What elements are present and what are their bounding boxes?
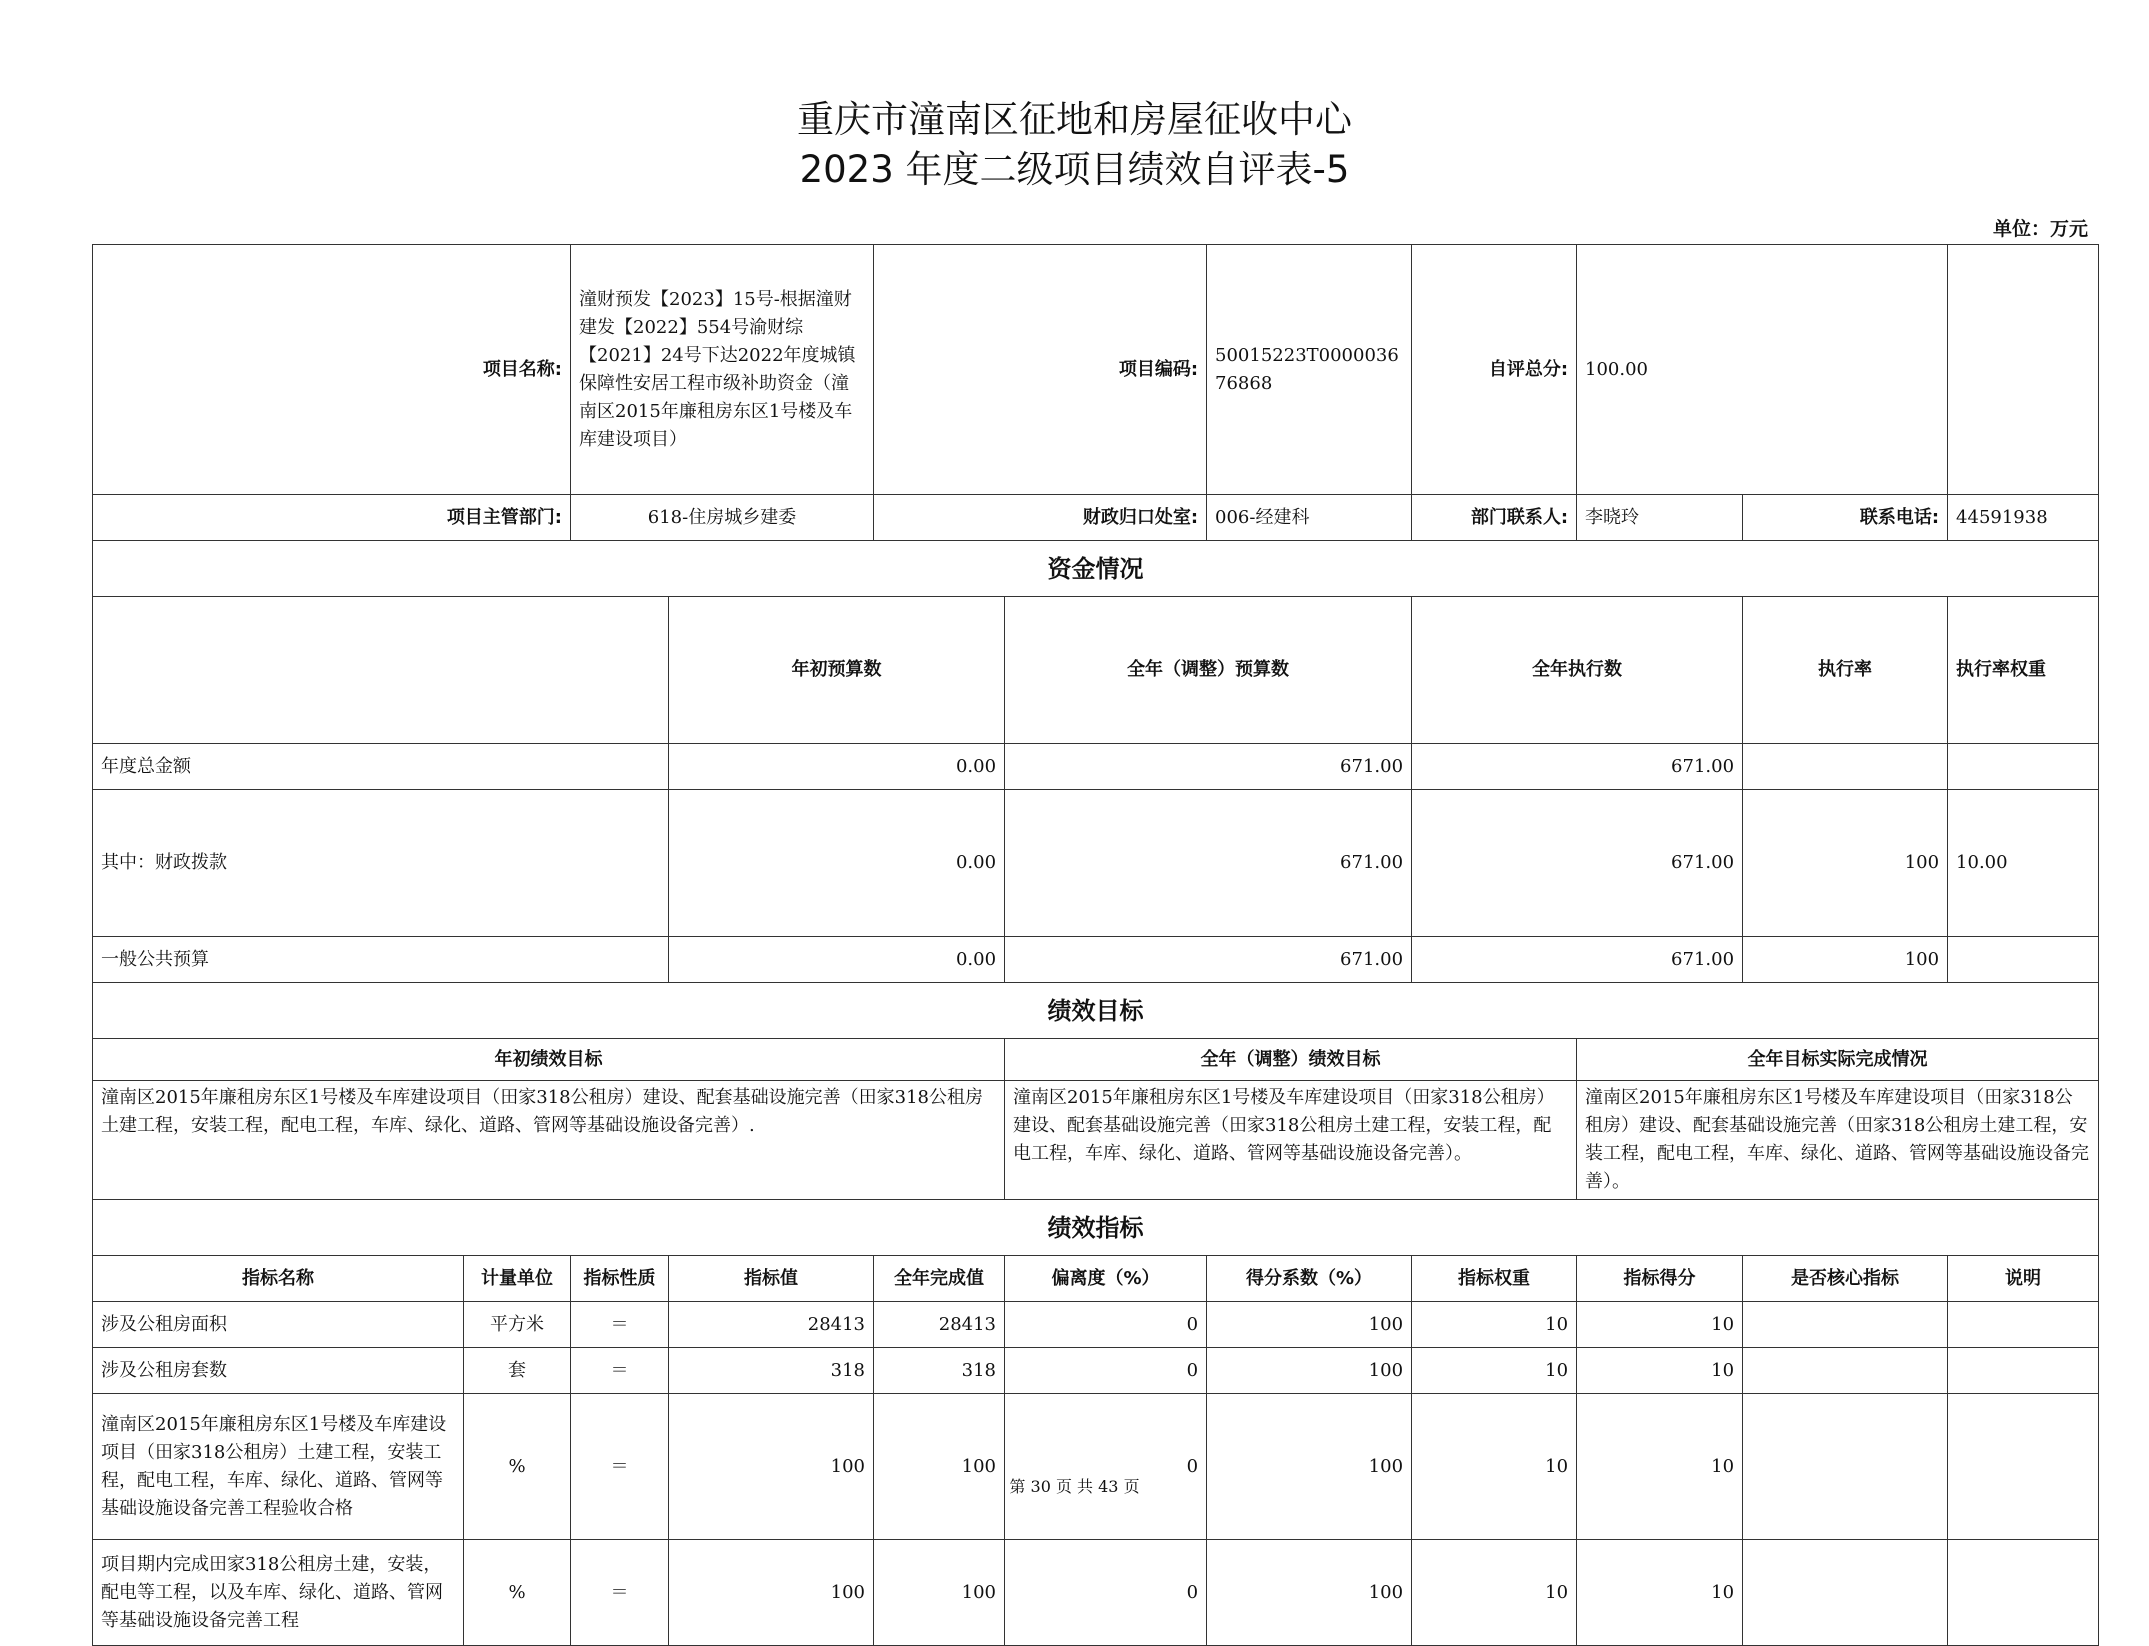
funds-header-initial: 年初预算数 <box>669 597 1005 744</box>
funds-row-rate: 100 <box>1743 937 1948 983</box>
ind-weight: 10 <box>1412 1540 1577 1646</box>
contact-value: 李晓玲 <box>1577 495 1743 541</box>
indicator-row <box>93 1302 2099 1348</box>
goals-header-adjusted: 全年（调整）绩效目标 <box>1005 1039 1577 1081</box>
project-name-label: 项目名称: <box>93 245 571 495</box>
ind-deviation: 0 <box>1005 1302 1207 1348</box>
goals-section-title: 绩效目标 <box>93 983 2099 1039</box>
ind-actual: 100 <box>874 1540 1005 1646</box>
funds-row <box>93 937 2099 983</box>
phone-value: 44591938 <box>1948 495 2099 541</box>
ind-header-name: 指标名称 <box>93 1256 464 1302</box>
ind-actual: 28413 <box>874 1302 1005 1348</box>
funds-row-weight <box>1948 744 2099 790</box>
ind-note <box>1948 1540 2099 1646</box>
funds-row-executed: 671.00 <box>1412 790 1743 937</box>
ind-score: 10 <box>1577 1540 1743 1646</box>
funds-header-executed: 全年执行数 <box>1412 597 1743 744</box>
project-code-value: 50015223T000003676868 <box>1207 245 1412 495</box>
ind-nature: ＝ <box>571 1394 669 1540</box>
ind-core <box>1743 1394 1948 1540</box>
ind-target: 28413 <box>669 1302 874 1348</box>
contact-label: 部门联系人: <box>1412 495 1577 541</box>
goals-header-row <box>93 1039 2099 1081</box>
ind-coef: 100 <box>1207 1540 1412 1646</box>
goals-initial-text: 潼南区2015年廉租房东区1号楼及车库建设项目（田家318公租房）建设、配套基础设施完善（田家318公租房土建工程，安装工程，配电工程，车库、绿化、道路、管网等基础设施设备完善）. <box>93 1081 1005 1200</box>
ind-name: 项目期内完成田家318公租房土建，安装，配电等工程，以及车库、绿化、道路、管网等基础设施设备完善工程 <box>93 1540 464 1646</box>
funds-row-name: 一般公共预算 <box>93 937 669 983</box>
ind-nature: ＝ <box>571 1540 669 1646</box>
goals-adjusted-text: 潼南区2015年廉租房东区1号楼及车库建设项目（田家318公租房）建设、配套基础设施完善（田家318公租房土建工程，安装工程，配电工程，车库、绿化、道路、管网等基础设施设备完善）。 <box>1005 1081 1577 1200</box>
ind-core <box>1743 1348 1948 1394</box>
evaluation-table <box>92 244 2099 1646</box>
ind-coef: 100 <box>1207 1348 1412 1394</box>
ind-name: 潼南区2015年廉租房东区1号楼及车库建设项目（田家318公租房）土建工程，安装工程，配电工程，车库、绿化、道路、管网等基础设施设备完善工程验收合格 <box>93 1394 464 1540</box>
funds-header-weight: 执行率权重 <box>1948 597 2099 744</box>
page-title: 重庆市潼南区征地和房屋征收中心 <box>797 98 1352 141</box>
ind-weight: 10 <box>1412 1348 1577 1394</box>
ind-target: 100 <box>669 1540 874 1646</box>
funds-row-weight: 10.00 <box>1948 790 2099 937</box>
ind-unit: % <box>464 1394 571 1540</box>
indicators-header-row <box>93 1256 2099 1302</box>
ind-note <box>1948 1348 2099 1394</box>
ind-score: 10 <box>1577 1302 1743 1348</box>
funds-row-adjusted: 671.00 <box>1005 744 1412 790</box>
ind-unit: % <box>464 1540 571 1646</box>
ind-unit: 平方米 <box>464 1302 571 1348</box>
funds-header-name <box>93 597 669 744</box>
score-label: 自评总分: <box>1412 245 1577 495</box>
funds-row-adjusted: 671.00 <box>1005 937 1412 983</box>
ind-weight: 10 <box>1412 1302 1577 1348</box>
ind-header-weight: 指标权重 <box>1412 1256 1577 1302</box>
ind-weight: 10 <box>1412 1394 1577 1540</box>
page-footer: 第 30 页 共 43 页 <box>1009 1477 1140 1496</box>
funds-row-executed: 671.00 <box>1412 937 1743 983</box>
ind-core <box>1743 1540 1948 1646</box>
ind-header-score: 指标得分 <box>1577 1256 1743 1302</box>
ind-header-note: 说明 <box>1948 1256 2099 1302</box>
funds-row-initial: 0.00 <box>669 937 1005 983</box>
dept-label: 项目主管部门: <box>93 495 571 541</box>
ind-target: 100 <box>669 1394 874 1540</box>
indicators-section-title: 绩效指标 <box>93 1200 2099 1256</box>
ind-actual: 100 <box>874 1394 1005 1540</box>
ind-note <box>1948 1394 2099 1540</box>
funds-row <box>93 744 2099 790</box>
ind-coef: 100 <box>1207 1302 1412 1348</box>
unit-label: 单位：万元 <box>1992 218 2088 240</box>
ind-header-coef: 得分系数（%） <box>1207 1256 1412 1302</box>
phone-label: 联系电话: <box>1743 495 1948 541</box>
ind-deviation: 0 <box>1005 1394 1207 1540</box>
finance-value: 006-经建科 <box>1207 495 1412 541</box>
goals-content-row <box>93 1081 2099 1200</box>
dept-value: 618-住房城乡建委 <box>571 495 874 541</box>
goals-section-row <box>93 983 2099 1039</box>
indicator-row <box>93 1394 2099 1540</box>
ind-actual: 318 <box>874 1348 1005 1394</box>
ind-header-deviation: 偏离度（%） <box>1005 1256 1207 1302</box>
goals-actual-text: 潼南区2015年廉租房东区1号楼及车库建设项目（田家318公租房）建设、配套基础设施完善（田家318公租房土建工程，安装工程，配电工程，车库、绿化、道路、管网等基础设施设备完善）。 <box>1577 1081 2099 1200</box>
ind-nature: ＝ <box>571 1348 669 1394</box>
ind-header-actual: 全年完成值 <box>874 1256 1005 1302</box>
ind-unit: 套 <box>464 1348 571 1394</box>
funds-section-row <box>93 541 2099 597</box>
funds-row-name: 年度总金额 <box>93 744 669 790</box>
indicator-row <box>93 1348 2099 1394</box>
page-subtitle: 2023 年度二级项目绩效自评表-5 <box>799 148 1350 191</box>
funds-row-initial: 0.00 <box>669 790 1005 937</box>
funds-row-rate: 100 <box>1743 790 1948 937</box>
goals-header-initial: 年初绩效目标 <box>93 1039 1005 1081</box>
indicators-section-row <box>93 1200 2099 1256</box>
funds-header-rate: 执行率 <box>1743 597 1948 744</box>
funds-row-rate <box>1743 744 1948 790</box>
funds-row-executed: 671.00 <box>1412 744 1743 790</box>
funds-row-initial: 0.00 <box>669 744 1005 790</box>
ind-header-target: 指标值 <box>669 1256 874 1302</box>
ind-core <box>1743 1302 1948 1348</box>
goals-header-actual: 全年目标实际完成情况 <box>1577 1039 2099 1081</box>
finance-label: 财政归口处室: <box>874 495 1207 541</box>
funds-row-adjusted: 671.00 <box>1005 790 1412 937</box>
empty-cell <box>1948 245 2099 495</box>
indicator-row <box>93 1540 2099 1646</box>
ind-target: 318 <box>669 1348 874 1394</box>
project-code-label: 项目编码: <box>874 245 1207 495</box>
ind-name: 涉及公租房面积 <box>93 1302 464 1348</box>
ind-note <box>1948 1302 2099 1348</box>
ind-nature: ＝ <box>571 1302 669 1348</box>
funds-header-row <box>93 597 2099 744</box>
info-row-project <box>93 245 2099 495</box>
ind-deviation: 0 <box>1005 1540 1207 1646</box>
ind-score: 10 <box>1577 1394 1743 1540</box>
info-row-dept <box>93 495 2099 541</box>
ind-header-core: 是否核心指标 <box>1743 1256 1948 1302</box>
ind-score: 10 <box>1577 1348 1743 1394</box>
score-value: 100.00 <box>1577 245 1948 495</box>
ind-header-unit: 计量单位 <box>464 1256 571 1302</box>
ind-name: 涉及公租房套数 <box>93 1348 464 1394</box>
funds-row <box>93 790 2099 937</box>
funds-header-adjusted: 全年（调整）预算数 <box>1005 597 1412 744</box>
ind-header-nature: 指标性质 <box>571 1256 669 1302</box>
funds-row-name: 其中：财政拨款 <box>93 790 669 937</box>
ind-deviation: 0 <box>1005 1348 1207 1394</box>
funds-section-title: 资金情况 <box>93 541 2099 597</box>
funds-row-weight <box>1948 937 2099 983</box>
ind-coef: 100 <box>1207 1394 1412 1540</box>
project-name-value: 潼财预发【2023】15号-根据潼财建发【2022】554号渝财综【2021】24号下达2022年度城镇保障性安居工程市级补助资金（潼南区2015年廉租房东区1号楼及车库建设项目） <box>571 245 874 495</box>
